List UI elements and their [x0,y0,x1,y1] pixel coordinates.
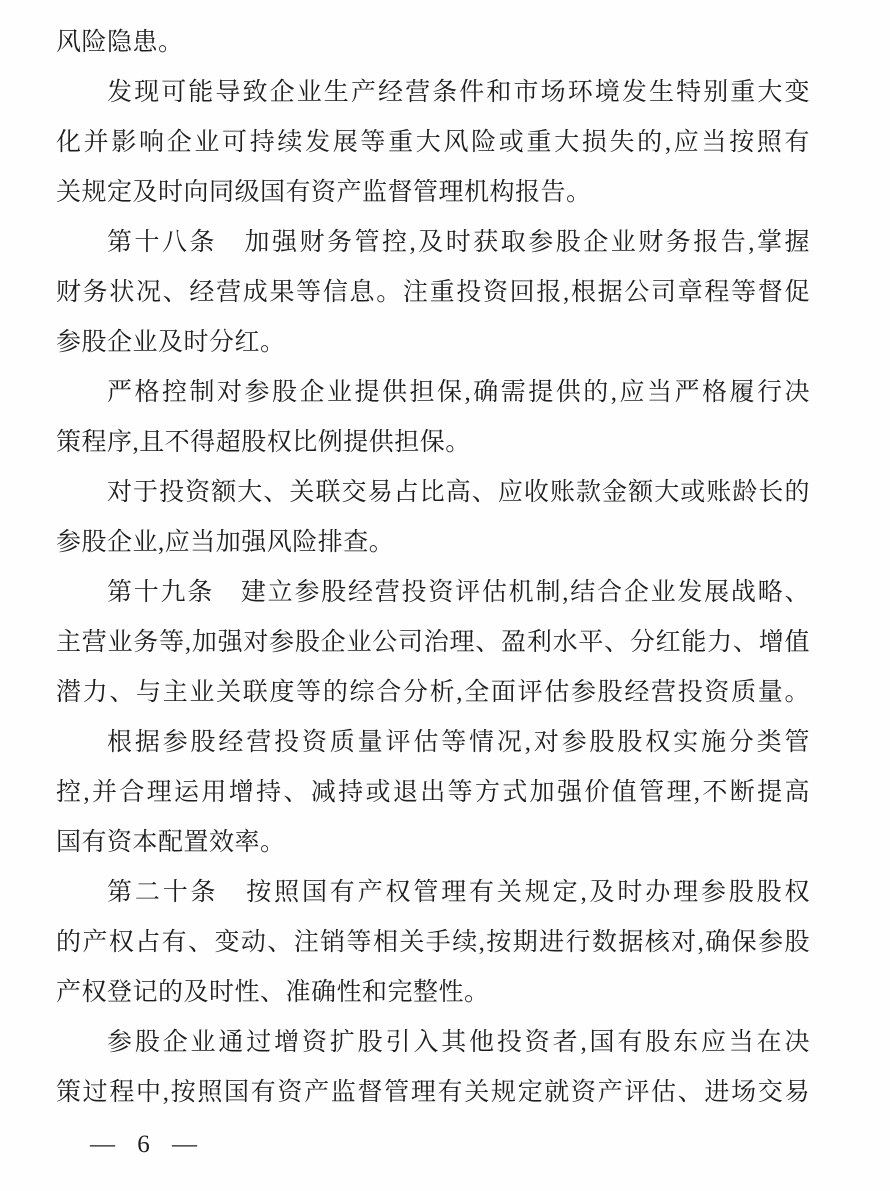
text-line: 参股企业通过增资扩股引入其他投资者,国有股东应当在决 [107,1029,810,1056]
text-line: 潜力、与主业关联度等的综合分析,全面评估参股经营投资质量。 [56,679,810,706]
paragraph [56,1018,810,1118]
paragraph [56,718,810,868]
text-line: 控,并合理运用增持、减持或退出等方式加强价值管理,不断提高 [56,779,810,806]
paragraph [56,218,810,368]
paragraph [56,468,810,568]
text-line: 参股企业,应当加强风险排查。 [56,529,395,556]
text-line: 国有资本配置效率。 [56,829,286,856]
text-line: 参股企业及时分红。 [56,329,286,356]
text-line: 化并影响企业可持续发展等重大风险或重大损失的,应当按照有 [56,129,810,156]
text-line: 风险隐患。 [56,29,184,56]
paragraph [56,368,810,468]
page-number-footer: — 6 — [90,1131,200,1158]
text-line: 发现可能导致企业生产经营条件和市场环境发生特别重大变 [107,79,810,106]
text-line: 策程序,且不得超股权比例提供担保。 [56,429,471,456]
text-line: 财务状况、经营成果等信息。注重投资回报,根据公司章程等督促 [56,279,810,306]
text-line: 的产权占有、变动、注销等相关手续,按期进行数据核对,确保参股 [56,929,810,956]
text-line: 严格控制对参股企业提供担保,确需提供的,应当严格履行决 [107,379,810,406]
text-line: 策过程中,按照国有资产监督管理有关规定就资产评估、进场交易 [56,1079,810,1106]
text-line: 第二十条 按照国有产权管理有关规定,及时办理参股股权 [107,879,810,906]
text-line: 第十八条 加强财务管控,及时获取参股企业财务报告,掌握 [107,229,810,256]
document-body [56,18,810,1118]
text-line: 根据参股经营投资质量评估等情况,对参股股权实施分类管 [107,729,810,756]
text-line: 对于投资额大、关联交易占比高、应收账款金额大或账龄长的 [107,479,810,506]
text-line: 关规定及时向同级国有资产监督管理机构报告。 [56,179,592,206]
text-line: 产权登记的及时性、准确性和完整性。 [56,979,490,1006]
paragraph [56,68,810,218]
paragraph [56,18,810,68]
paragraph [56,868,810,1018]
text-line: 主营业务等,加强对参股企业公司治理、盈利水平、分红能力、增值 [56,629,810,656]
paragraph [56,568,810,718]
text-line: 第十九条 建立参股经营投资评估机制,结合企业发展战略、 [107,579,810,606]
